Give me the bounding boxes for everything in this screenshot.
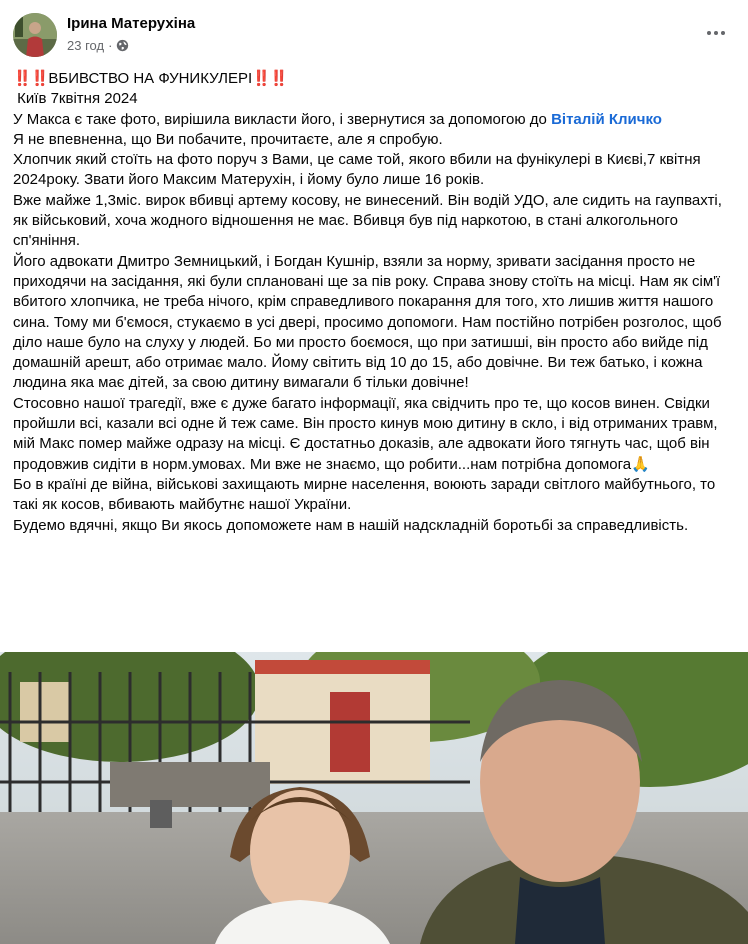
author-avatar[interactable] xyxy=(13,13,57,57)
globe-icon[interactable] xyxy=(116,39,129,52)
mention-link[interactable]: Віталій Кличко xyxy=(551,110,662,128)
double-exclamation-left: ‼️‼️ xyxy=(13,70,49,87)
post-meta xyxy=(67,38,129,53)
author-name[interactable]: Ірина Матерухіна xyxy=(67,15,196,32)
post-title: ВБИВСТВО НА ФУНИКУЛЕРІ xyxy=(48,70,253,87)
post-intro xyxy=(13,110,733,130)
double-exclamation-right: ‼️‼️ xyxy=(252,70,288,87)
post-body xyxy=(13,69,733,536)
post-header xyxy=(0,0,748,70)
post-paragraph-4: Його адвокати Дмитро Земницький, і Богдан Кушнір, взяли за норму, зривати засідання просто не приходячи на засідання, які були сплановані ще за пів року. Справа знову стоїть на місці. Нам як сім'ї вбитого хлопчика, не треба нічого, крім справедливого покарання для того, хто лишив життя нашого сина. Тому ми б'ємося, стукаємо в усі двері, просимо допомоги. Нам постійно потрібен розголос, щоб діло наше було на слуху у людей. Бо ми просто боємося, що при затишші, він просто або вийде під домашній арешт, або отримає мало. Йому світить від 10 до 15, або довічне. Ви теж батько, і кожна людина яка має дітей, за свою дитину вимагали б тільки довічне! xyxy=(13,252,722,392)
post-place-date: Київ 7квітня 2024 xyxy=(13,90,138,108)
post-photo[interactable] xyxy=(0,652,748,944)
meta-separator: · xyxy=(108,38,113,53)
post-paragraph-7: Будемо вдячні, якщо Ви якось допоможете нам в нашій надскладній боротьбі за справедливість. xyxy=(13,516,689,534)
avatar-photo xyxy=(13,13,57,57)
more-options-icon[interactable] xyxy=(700,20,732,46)
post-paragraph-2: Хлопчик який стоїть на фото поруч з Вами, це саме той, якого вбили на фунікулері в Києві,7 квітня 2024року. Звати його Максим Матерухін, і йому було лише 16 років. xyxy=(13,151,701,189)
post-time[interactable]: 23 год xyxy=(67,38,105,53)
post-paragraph-5 xyxy=(13,394,733,475)
post-title-line xyxy=(13,69,733,89)
pray-emoji: 🙏 xyxy=(631,455,650,473)
post-intro-text: У Макса є таке фото, вирішила викласти його, і звернутися за допомогою до xyxy=(13,110,552,128)
selfie-photo xyxy=(0,652,748,944)
post-paragraph-1: Я не впевненна, що Ви побачите, прочитаєте, але я спробую. xyxy=(13,130,443,148)
post-paragraph-5-text: Стосовно нашої трагедії, вже є дуже багато інформації, яка свідчить про те, що косов винен. Свідки пройшли всі, казали всі одне й теж саме. Він просто кинув мою дитину в скло, і від отриманих травм, мій Макс помер майже одразу на місці. Є достатньо доказів, але адвокати його тягнуть час, щоб він продовжив сидіти в норм.умовах. Ми вже не знаємо, що робити...нам потрібна допомога xyxy=(13,394,718,473)
post-paragraph-3: Вже майже 1,3міс. вирок вбивці артему косову, не винесений. Він водій УДО, але сидить на гаупвахті, як військовий, хоча жодного відношення не має. Вбивця був під наркотою, в стані алкогольного сп'яніння. xyxy=(13,191,722,250)
post-paragraph-6: Бо в країні де війна, військові захищають мирне населення, воюють заради світлого майбутнього, то такі як косов, вбивають майбутнє нашої України. xyxy=(13,475,716,514)
